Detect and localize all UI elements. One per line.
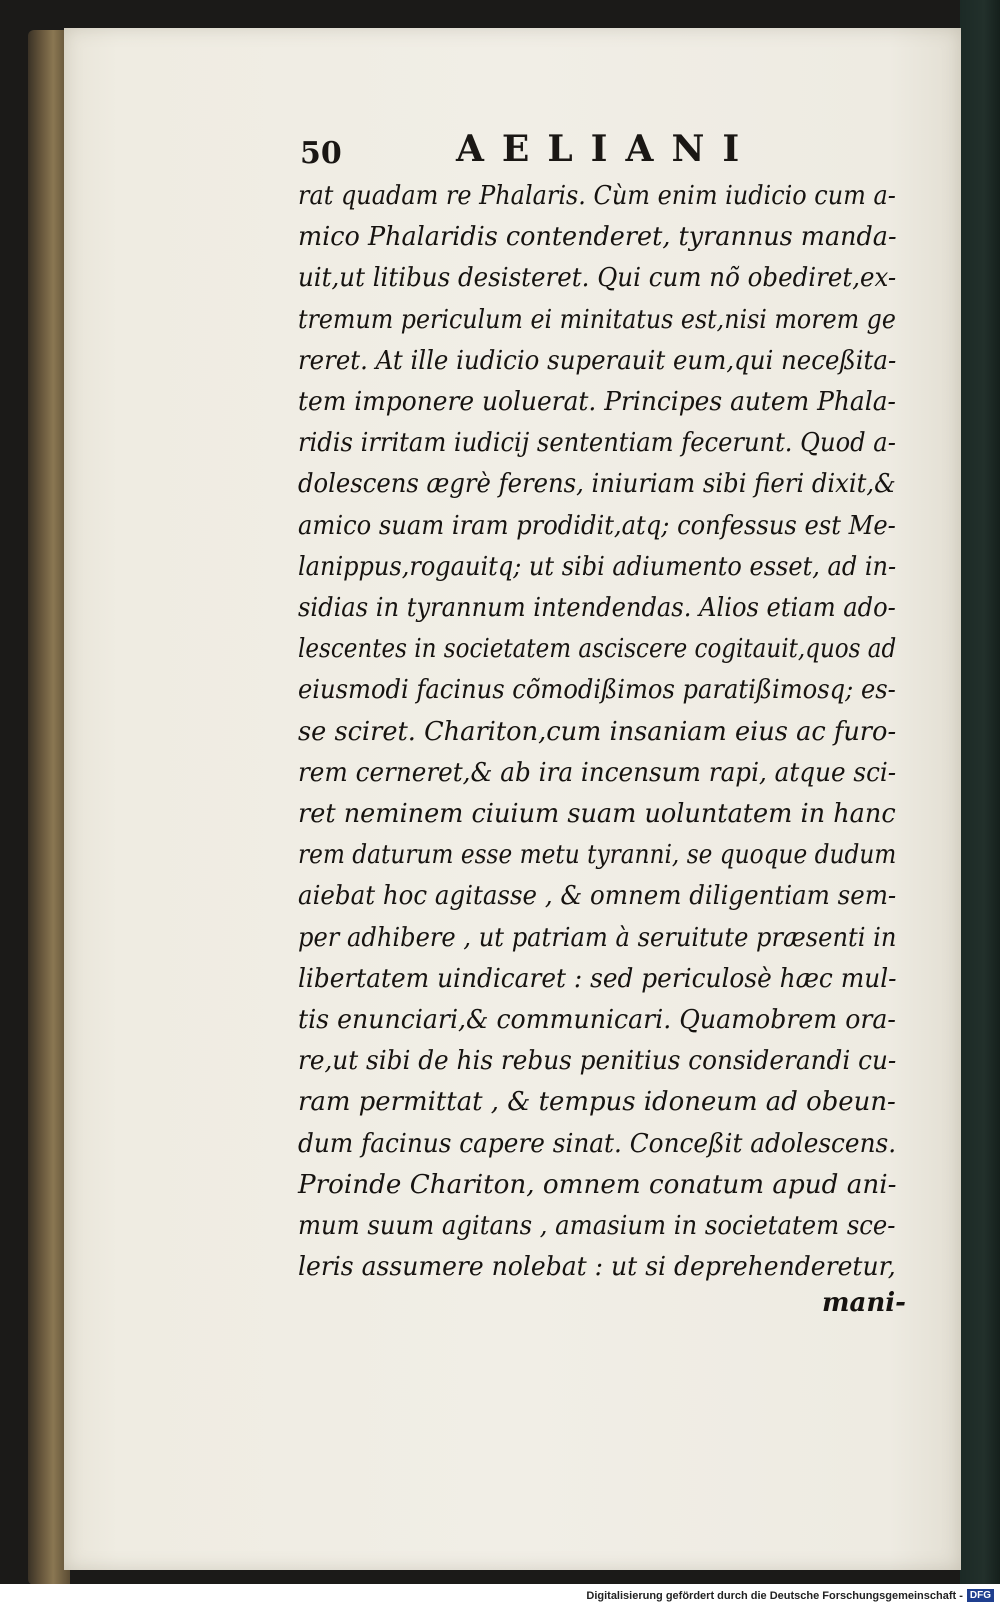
text-line: amico suam iram prodidit,atq; confessus est Me- xyxy=(298,510,896,541)
text-line: uit,ut litibus desisteret. Qui cum nõ obediret,ex- xyxy=(298,263,897,294)
text-line: ram permittat , & tempus idoneum ad obeun- xyxy=(298,1087,896,1118)
catchword: mani- xyxy=(822,1288,906,1318)
text-line: per adhibere , ut patriam à seruitute præsenti in xyxy=(298,922,897,953)
text-line: se sciret. Chariton,cum insaniam eius ac furo- xyxy=(298,716,897,747)
page-number: 50 xyxy=(300,136,342,171)
text-line: dum facinus capere sinat. Conceßit adolescens. xyxy=(298,1128,897,1159)
text-line: mum suum agitans , amasium in societatem sce- xyxy=(298,1211,896,1241)
text-line: tis enunciari,& communicari. Quamobrem ora- xyxy=(298,1005,896,1035)
text-line: tem imponere uoluerat. Principes autem Phala- xyxy=(298,387,896,417)
text-line: tremum periculum ei minitatus est,nisi morem ge xyxy=(298,304,896,335)
text-line: dolescens ægrè ferens, iniuriam sibi fieri dixit,& xyxy=(298,469,896,500)
text-line: lescentes in societatem asciscere cogitauit,quos ad xyxy=(298,634,897,665)
text-line: reret. At ille iudicio superauit eum,qui neceßita- xyxy=(298,345,897,376)
text-line: aiebat hoc agitasse , & omnem diligentiam sem- xyxy=(298,881,897,912)
text-line: ret neminem ciuium suam uoluntatem in hanc xyxy=(298,799,896,829)
footer-strip xyxy=(0,1584,1000,1611)
text-line: leris assumere nolebat : ut si deprehenderetur, xyxy=(298,1252,896,1283)
text-line: Proinde Chariton, omnem conatum apud ani- xyxy=(298,1169,897,1200)
scan-right-margin xyxy=(960,0,1000,1584)
text-line: lanippus,rogauitq; ut sibi adiumento esset, ad in- xyxy=(298,551,897,582)
credit-text: Digitalisierung gefördert durch die Deutsche Forschungsgemeinschaft - xyxy=(586,1589,963,1602)
text-line: mico Phalaridis contenderet, tyrannus manda- xyxy=(298,222,897,253)
running-title: AELIANI xyxy=(456,128,758,170)
text-line: sidias in tyrannum intendendas. Alios etiam ado- xyxy=(298,593,896,623)
text-line: re,ut sibi de his rebus penitius considerandi cu- xyxy=(298,1046,897,1077)
digitization-credit xyxy=(586,1589,994,1602)
dfg-logo: DFG xyxy=(967,1589,994,1602)
text-line: rat quadam re Phalaris. Cùm enim iudicio cum a- xyxy=(298,181,896,211)
text-line: rem cerneret,& ab ira incensum rapi, atque sci- xyxy=(298,757,897,788)
text-line: ridis irritam iudicij sententiam fecerunt. Quod a- xyxy=(298,428,896,459)
text-line: eiusmodi facinus cõmodißimos paratißimosq; es- xyxy=(298,675,896,706)
page-header xyxy=(300,128,758,178)
text-line: libertatem uindicaret : sed periculosè hæc mul- xyxy=(298,963,897,994)
text-line: rem daturum esse metu tyranni, se quoque dudum xyxy=(298,840,897,871)
